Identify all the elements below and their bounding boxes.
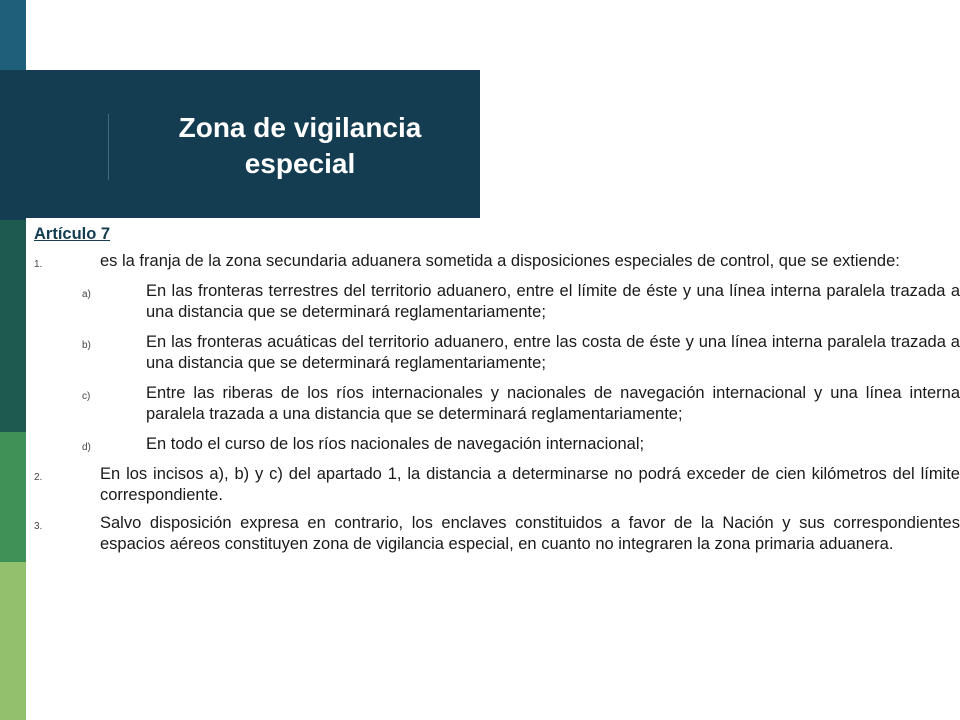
accent-segment-5 bbox=[0, 562, 26, 720]
sub-item-text: Entre las riberas de los ríos internacionales y nacionales de navegación internacional y una línea interna paralela trazada a una distancia que se determinará reglamentariamente; bbox=[146, 384, 960, 423]
title-line-1: Zona de vigilancia bbox=[178, 112, 422, 143]
sub-marker: a) bbox=[82, 289, 91, 300]
sublist bbox=[34, 281, 960, 455]
slide-title bbox=[122, 110, 478, 182]
article-heading: Artículo 7 bbox=[34, 225, 111, 243]
sub-item-a bbox=[34, 281, 960, 323]
title-banner bbox=[26, 70, 480, 218]
accent-segment-4 bbox=[0, 432, 26, 562]
accent-segment-2 bbox=[0, 70, 26, 220]
sub-item-b bbox=[34, 332, 960, 374]
sub-marker: b) bbox=[82, 340, 91, 351]
accent-segment-3 bbox=[0, 220, 26, 432]
list-marker: 1. bbox=[34, 259, 43, 270]
list-item-2 bbox=[34, 464, 960, 506]
sub-item-text: En las fronteras terrestres del territorio aduanero, entre el límite de éste y una línea interna paralela trazada a una distancia que se determinará reglamentariamente; bbox=[146, 282, 960, 321]
list-item-text: es la franja de la zona secundaria aduanera sometida a disposiciones especiales de control, que se extiende: bbox=[100, 252, 900, 270]
list-item-3 bbox=[34, 513, 960, 555]
accent-segment-1 bbox=[0, 0, 26, 70]
list-marker: 3. bbox=[34, 521, 43, 532]
sub-item-text: En todo el curso de los ríos nacionales de navegación internacional; bbox=[146, 435, 645, 453]
list-item-text: En los incisos a), b) y c) del apartado 1, la distancia a determinarse no podrá exceder de cien kilómetros del límite correspondiente. bbox=[100, 465, 960, 504]
list-marker: 2. bbox=[34, 472, 43, 483]
sub-marker: c) bbox=[82, 391, 91, 402]
sub-marker: d) bbox=[82, 442, 91, 453]
list-item-text: Salvo disposición expresa en contrario, los enclaves constituidos a favor de la Nación y sus correspondientes espacios aéreos constituyen zona de vigilancia especial, en cuanto no integraren la zona primaria aduanera. bbox=[100, 514, 960, 553]
sub-item-text: En las fronteras acuáticas del territorio aduanero, entre las costa de éste y una línea interna paralela trazada a una distancia que se determinará reglamentariamente; bbox=[146, 333, 960, 372]
title-line-2: especial bbox=[244, 148, 356, 179]
sub-item-c bbox=[34, 383, 960, 425]
title-divider bbox=[108, 114, 109, 180]
list-item-1 bbox=[34, 251, 960, 272]
sub-item-d bbox=[34, 434, 960, 455]
article-body bbox=[34, 224, 960, 562]
left-accent-bar bbox=[0, 0, 26, 720]
